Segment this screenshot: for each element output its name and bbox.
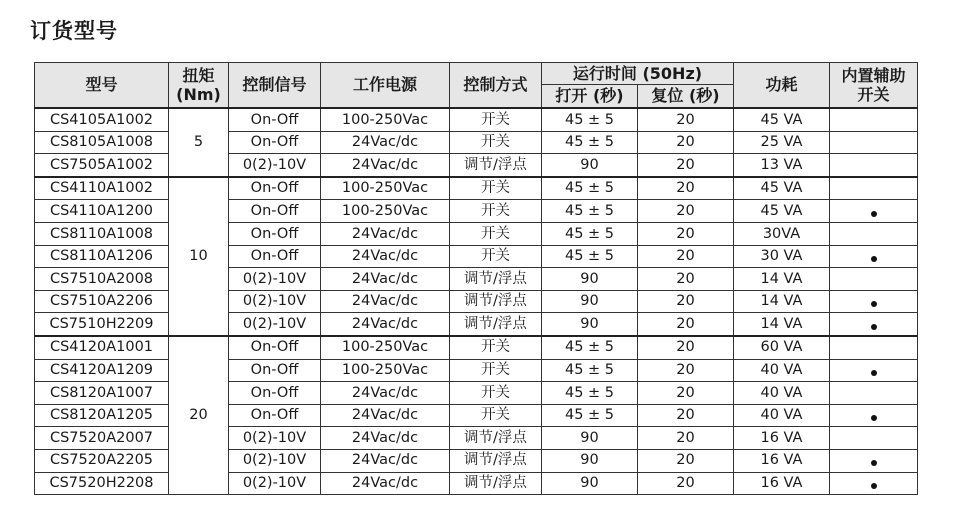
cell-power-supply: 24Vac/dc [321, 290, 450, 313]
cell-control-signal: On-Off [229, 108, 321, 131]
cell-power-supply: 24Vac/dc [321, 268, 450, 291]
cell-run-reset: 20 [638, 108, 734, 131]
table-header [35, 63, 918, 109]
cell-run-open: 45 ± 5 [542, 382, 638, 405]
cell-control-mode: 开关 [450, 131, 542, 154]
cell-model: CS4110A1002 [35, 177, 169, 200]
cell-model: CS7520A2007 [35, 427, 169, 450]
table-row [35, 404, 918, 427]
cell-model: CS7510A2206 [35, 290, 169, 313]
cell-power-supply: 24Vac/dc [321, 222, 450, 245]
cell-aux-switch [830, 359, 918, 382]
cell-power: 13 VA [734, 154, 830, 177]
cell-aux-switch [830, 313, 918, 336]
cell-power: 16 VA [734, 472, 830, 495]
cell-model: CS8105A1008 [35, 131, 169, 154]
header-run-reset: 复位 (秒) [638, 85, 734, 109]
cell-control-signal: On-Off [229, 200, 321, 223]
cell-power: 60 VA [734, 336, 830, 359]
cell-run-reset: 20 [638, 336, 734, 359]
cell-torque: 20 [169, 336, 229, 495]
cell-run-reset: 20 [638, 154, 734, 177]
cell-run-open: 90 [542, 313, 638, 336]
cell-run-reset: 20 [638, 290, 734, 313]
cell-run-reset: 20 [638, 245, 734, 268]
table-row [35, 359, 918, 382]
cell-control-mode: 开关 [450, 336, 542, 359]
cell-aux-switch [830, 245, 918, 268]
table-row [35, 427, 918, 450]
cell-power: 14 VA [734, 268, 830, 291]
cell-power: 45 VA [734, 200, 830, 223]
cell-run-open: 45 ± 5 [542, 404, 638, 427]
cell-power: 40 VA [734, 382, 830, 405]
cell-run-reset: 20 [638, 472, 734, 495]
header-control-mode: 控制方式 [450, 63, 542, 109]
cell-model: CS7520H2208 [35, 472, 169, 495]
header-run-time: 运行时间 (50Hz) [542, 63, 734, 85]
ordering-table [34, 62, 918, 495]
table-row [35, 268, 918, 291]
cell-control-signal: On-Off [229, 336, 321, 359]
cell-control-mode: 调节/浮点 [450, 154, 542, 177]
aux-included-dot-icon [871, 460, 877, 466]
table-row [35, 200, 918, 223]
page-title: 订货型号 [30, 19, 118, 43]
cell-power-supply: 24Vac/dc [321, 154, 450, 177]
cell-run-reset: 20 [638, 200, 734, 223]
cell-power-supply: 100-250Vac [321, 359, 450, 382]
header-power-supply: 工作电源 [321, 63, 450, 109]
header-aux-switch [830, 63, 918, 109]
table-row [35, 382, 918, 405]
cell-control-signal: On-Off [229, 404, 321, 427]
table-row [35, 472, 918, 495]
cell-aux-switch [830, 268, 918, 291]
cell-power: 16 VA [734, 449, 830, 472]
cell-power: 25 VA [734, 131, 830, 154]
cell-run-open: 90 [542, 449, 638, 472]
cell-power-supply: 24Vac/dc [321, 472, 450, 495]
aux-included-dot-icon [871, 483, 877, 489]
cell-model: CS8120A1007 [35, 382, 169, 405]
cell-model: CS8110A1206 [35, 245, 169, 268]
table-row [35, 245, 918, 268]
cell-run-open: 90 [542, 472, 638, 495]
cell-aux-switch [830, 108, 918, 131]
cell-power: 16 VA [734, 427, 830, 450]
cell-control-mode: 开关 [450, 200, 542, 223]
cell-power: 45 VA [734, 177, 830, 200]
cell-power-supply: 24Vac/dc [321, 404, 450, 427]
cell-power-supply: 24Vac/dc [321, 313, 450, 336]
aux-included-dot-icon [871, 301, 877, 307]
cell-run-open: 45 ± 5 [542, 200, 638, 223]
cell-model: CS7510A2008 [35, 268, 169, 291]
header-aux-line1: 内置辅助 [841, 66, 906, 85]
cell-model: CS7510H2209 [35, 313, 169, 336]
cell-control-mode: 开关 [450, 404, 542, 427]
cell-run-reset: 20 [638, 359, 734, 382]
cell-control-signal: On-Off [229, 222, 321, 245]
cell-control-mode: 调节/浮点 [450, 472, 542, 495]
cell-model: CS8120A1205 [35, 404, 169, 427]
aux-included-dot-icon [871, 256, 877, 262]
cell-run-reset: 20 [638, 222, 734, 245]
cell-run-open: 90 [542, 290, 638, 313]
aux-included-dot-icon [871, 415, 877, 421]
cell-run-open: 45 ± 5 [542, 336, 638, 359]
cell-power-supply: 100-250Vac [321, 336, 450, 359]
cell-aux-switch [830, 382, 918, 405]
cell-model: CS4105A1002 [35, 108, 169, 131]
cell-torque: 10 [169, 177, 229, 336]
cell-aux-switch [830, 222, 918, 245]
cell-aux-switch [830, 427, 918, 450]
header-model: 型号 [35, 63, 169, 109]
cell-control-signal: On-Off [229, 359, 321, 382]
header-torque-unit: (Nm) [176, 85, 221, 104]
cell-run-open: 45 ± 5 [542, 359, 638, 382]
cell-power: 14 VA [734, 313, 830, 336]
cell-run-reset: 20 [638, 449, 734, 472]
cell-model: CS7520A2205 [35, 449, 169, 472]
cell-aux-switch [830, 404, 918, 427]
cell-model: CS8110A1008 [35, 222, 169, 245]
table-row [35, 290, 918, 313]
table-row [35, 131, 918, 154]
cell-control-mode: 调节/浮点 [450, 313, 542, 336]
cell-power: 30VA [734, 222, 830, 245]
cell-power-supply: 24Vac/dc [321, 382, 450, 405]
aux-included-dot-icon [871, 370, 877, 376]
cell-run-reset: 20 [638, 427, 734, 450]
table-row [35, 108, 918, 131]
cell-control-mode: 调节/浮点 [450, 268, 542, 291]
cell-aux-switch [830, 131, 918, 154]
cell-control-mode: 开关 [450, 222, 542, 245]
table-row [35, 449, 918, 472]
table-row [35, 336, 918, 359]
cell-run-open: 90 [542, 427, 638, 450]
header-torque [169, 63, 229, 109]
cell-control-signal: 0(2)-10V [229, 472, 321, 495]
cell-run-reset: 20 [638, 177, 734, 200]
cell-aux-switch [830, 336, 918, 359]
cell-power: 30 VA [734, 245, 830, 268]
cell-control-mode: 开关 [450, 382, 542, 405]
table-row [35, 313, 918, 336]
cell-run-open: 90 [542, 154, 638, 177]
cell-aux-switch [830, 200, 918, 223]
cell-run-reset: 20 [638, 131, 734, 154]
cell-run-open: 45 ± 5 [542, 245, 638, 268]
cell-control-mode: 调节/浮点 [450, 449, 542, 472]
cell-control-signal: On-Off [229, 177, 321, 200]
cell-power-supply: 24Vac/dc [321, 427, 450, 450]
cell-torque: 5 [169, 108, 229, 177]
header-power: 功耗 [734, 63, 830, 109]
cell-control-signal: 0(2)-10V [229, 449, 321, 472]
cell-aux-switch [830, 449, 918, 472]
cell-model: CS4120A1001 [35, 336, 169, 359]
cell-power-supply: 24Vac/dc [321, 131, 450, 154]
cell-power: 14 VA [734, 290, 830, 313]
cell-run-reset: 20 [638, 382, 734, 405]
cell-run-open: 45 ± 5 [542, 108, 638, 131]
cell-control-signal: On-Off [229, 131, 321, 154]
cell-model: CS4120A1209 [35, 359, 169, 382]
cell-model: CS7505A1002 [35, 154, 169, 177]
cell-aux-switch [830, 177, 918, 200]
cell-power: 40 VA [734, 404, 830, 427]
cell-power-supply: 100-250Vac [321, 108, 450, 131]
cell-control-mode: 开关 [450, 177, 542, 200]
table-body [35, 108, 918, 495]
cell-aux-switch [830, 154, 918, 177]
cell-control-signal: 0(2)-10V [229, 268, 321, 291]
cell-power-supply: 100-250Vac [321, 200, 450, 223]
cell-power-supply: 24Vac/dc [321, 449, 450, 472]
aux-included-dot-icon [871, 324, 877, 330]
cell-run-reset: 20 [638, 404, 734, 427]
cell-control-signal: 0(2)-10V [229, 313, 321, 336]
aux-included-dot-icon [871, 211, 877, 217]
cell-run-open: 45 ± 5 [542, 131, 638, 154]
cell-control-signal: On-Off [229, 245, 321, 268]
table-row [35, 177, 918, 200]
cell-run-open: 45 ± 5 [542, 222, 638, 245]
cell-run-reset: 20 [638, 313, 734, 336]
header-control-signal: 控制信号 [229, 63, 321, 109]
cell-aux-switch [830, 290, 918, 313]
cell-aux-switch [830, 472, 918, 495]
cell-power-supply: 24Vac/dc [321, 245, 450, 268]
cell-control-mode: 开关 [450, 359, 542, 382]
table-row [35, 222, 918, 245]
cell-power: 40 VA [734, 359, 830, 382]
table-row [35, 154, 918, 177]
cell-control-mode: 调节/浮点 [450, 290, 542, 313]
header-torque-label: 扭矩 [182, 66, 215, 85]
cell-power-supply: 100-250Vac [321, 177, 450, 200]
cell-run-open: 45 ± 5 [542, 177, 638, 200]
cell-model: CS4110A1200 [35, 200, 169, 223]
cell-control-signal: 0(2)-10V [229, 154, 321, 177]
header-aux-line2: 开关 [857, 85, 890, 104]
cell-control-signal: 0(2)-10V [229, 290, 321, 313]
cell-run-reset: 20 [638, 268, 734, 291]
header-run-open: 打开 (秒) [542, 85, 638, 109]
cell-control-mode: 调节/浮点 [450, 427, 542, 450]
cell-power: 45 VA [734, 108, 830, 131]
cell-control-mode: 开关 [450, 245, 542, 268]
cell-control-signal: On-Off [229, 382, 321, 405]
cell-control-mode: 开关 [450, 108, 542, 131]
cell-control-signal: 0(2)-10V [229, 427, 321, 450]
cell-run-open: 90 [542, 268, 638, 291]
